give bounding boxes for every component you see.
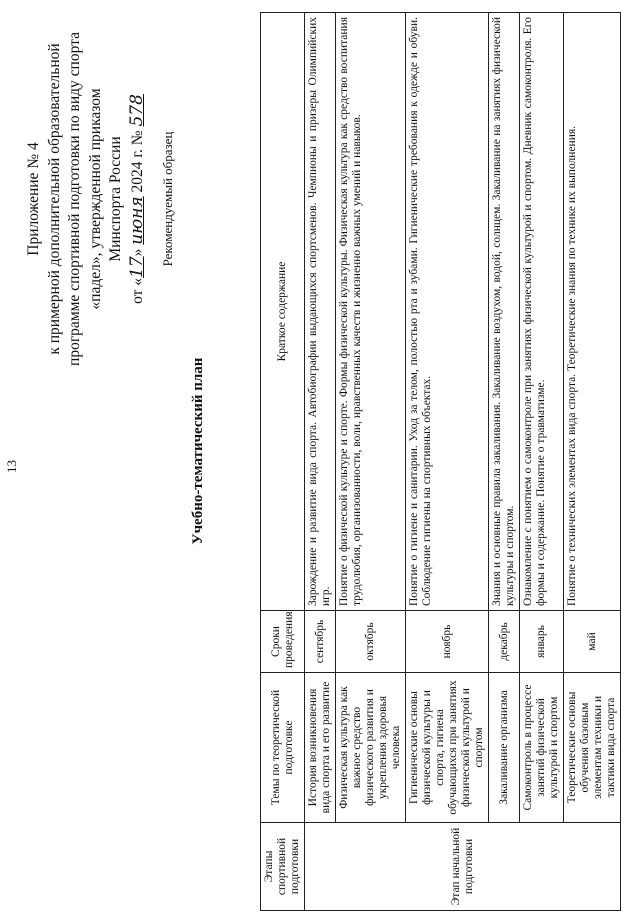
term-cell: сентябрь	[305, 611, 336, 673]
table-row	[336, 13, 406, 911]
table-header-row	[261, 13, 305, 911]
appendix-line-5: Минспорта России	[107, 136, 124, 262]
appendix-line-3: программе спортивной подготовки по виду спорта	[66, 32, 83, 366]
term-cell: май	[564, 611, 621, 673]
topic-cell: Теоретические основы обучения базовым элементам техники и тактики вида спорта	[564, 673, 621, 823]
date-mid: »	[128, 244, 146, 257]
topic-cell: Гигиенические основы физической культуры и спорта, гигиена обучающихся при занятиях физической культурой и спортом	[406, 673, 489, 823]
term-cell: январь	[520, 611, 564, 673]
table-row	[520, 13, 564, 911]
appendix-line-2: к примерной дополнительной образовательной	[45, 43, 63, 355]
content-cell: Зарождение и развитие вида спорта. Автобиографии выдающихся спортсменов. Чемпионы и призеры Олимпийских игр.	[305, 13, 336, 611]
topic-cell: Физическая культура как важное средство физического развития и укрепления здоровья человека	[336, 673, 406, 823]
page-number: 13	[4, 460, 19, 473]
table-row	[305, 13, 336, 911]
term-cell: декабрь	[489, 611, 520, 673]
content-cell: Знания и основные правила закаливания. Закаливание воздухом, водой, солнцем. Закаливание на занятиях физической культуры и спортом.	[489, 13, 520, 611]
col-header-content: Краткое содержание	[261, 13, 305, 611]
content-cell: Ознакомление с понятием о самоконтроле при занятиях физической культурой и спортом. Дневник самоконтроля. Его формы и содержание. Понятие о травматизме.	[520, 13, 564, 611]
date-month: июня	[126, 196, 147, 245]
order-date-line	[127, 9, 149, 389]
table-row	[406, 13, 489, 911]
topic-cell: Закаливание организма	[489, 673, 520, 823]
table-row	[564, 13, 621, 911]
col-header-stage: Этапы спортивной подготовки	[261, 823, 305, 911]
content-cell: Понятие о технических элементах вида спорта. Теоретические знания по технике их выполнения.	[564, 13, 621, 611]
term-cell: октябрь	[336, 611, 406, 673]
table-row	[489, 13, 520, 911]
content-cell: Понятие о гигиене и санитарии. Уход за телом, полостью рта и зубами. Гигиенические требования к одежде и обуви. Соблюдение гигиены на спортивных объектах.	[406, 13, 489, 611]
sample-note: Рекомендуемый образец	[160, 131, 175, 267]
date-day: 17	[126, 256, 147, 278]
topic-cell: История возникновения вида спорта и его развитие	[305, 673, 336, 823]
appendix-number: Приложение № 4	[25, 142, 42, 256]
appendix-header	[24, 9, 179, 389]
col-header-term: Сроки проведения	[261, 611, 305, 673]
plan-table	[260, 12, 621, 911]
appendix-line-4: «падел», утвержденной приказом	[86, 88, 104, 310]
content-cell: Понятие о физической культуре и спорте. Формы физической культуры. Физическая культура как средство воспитания трудолюбия, организованности, воли, нравственных качеств и жизненно важных умений и навыков.	[336, 13, 406, 611]
stage-cell: Этап начальной подготовки	[305, 823, 621, 911]
order-number: 578	[126, 94, 147, 127]
topic-cell: Самоконтроль в процессе занятий физической культурой и спортом	[520, 673, 564, 823]
term-cell: ноябрь	[406, 611, 489, 673]
date-prefix: от «	[128, 277, 146, 304]
plan-title: Учебно-тематический план	[190, 357, 206, 545]
date-year: 2024 г. №	[128, 126, 146, 197]
col-header-topic: Темы по теоретической подготовке	[261, 673, 305, 823]
